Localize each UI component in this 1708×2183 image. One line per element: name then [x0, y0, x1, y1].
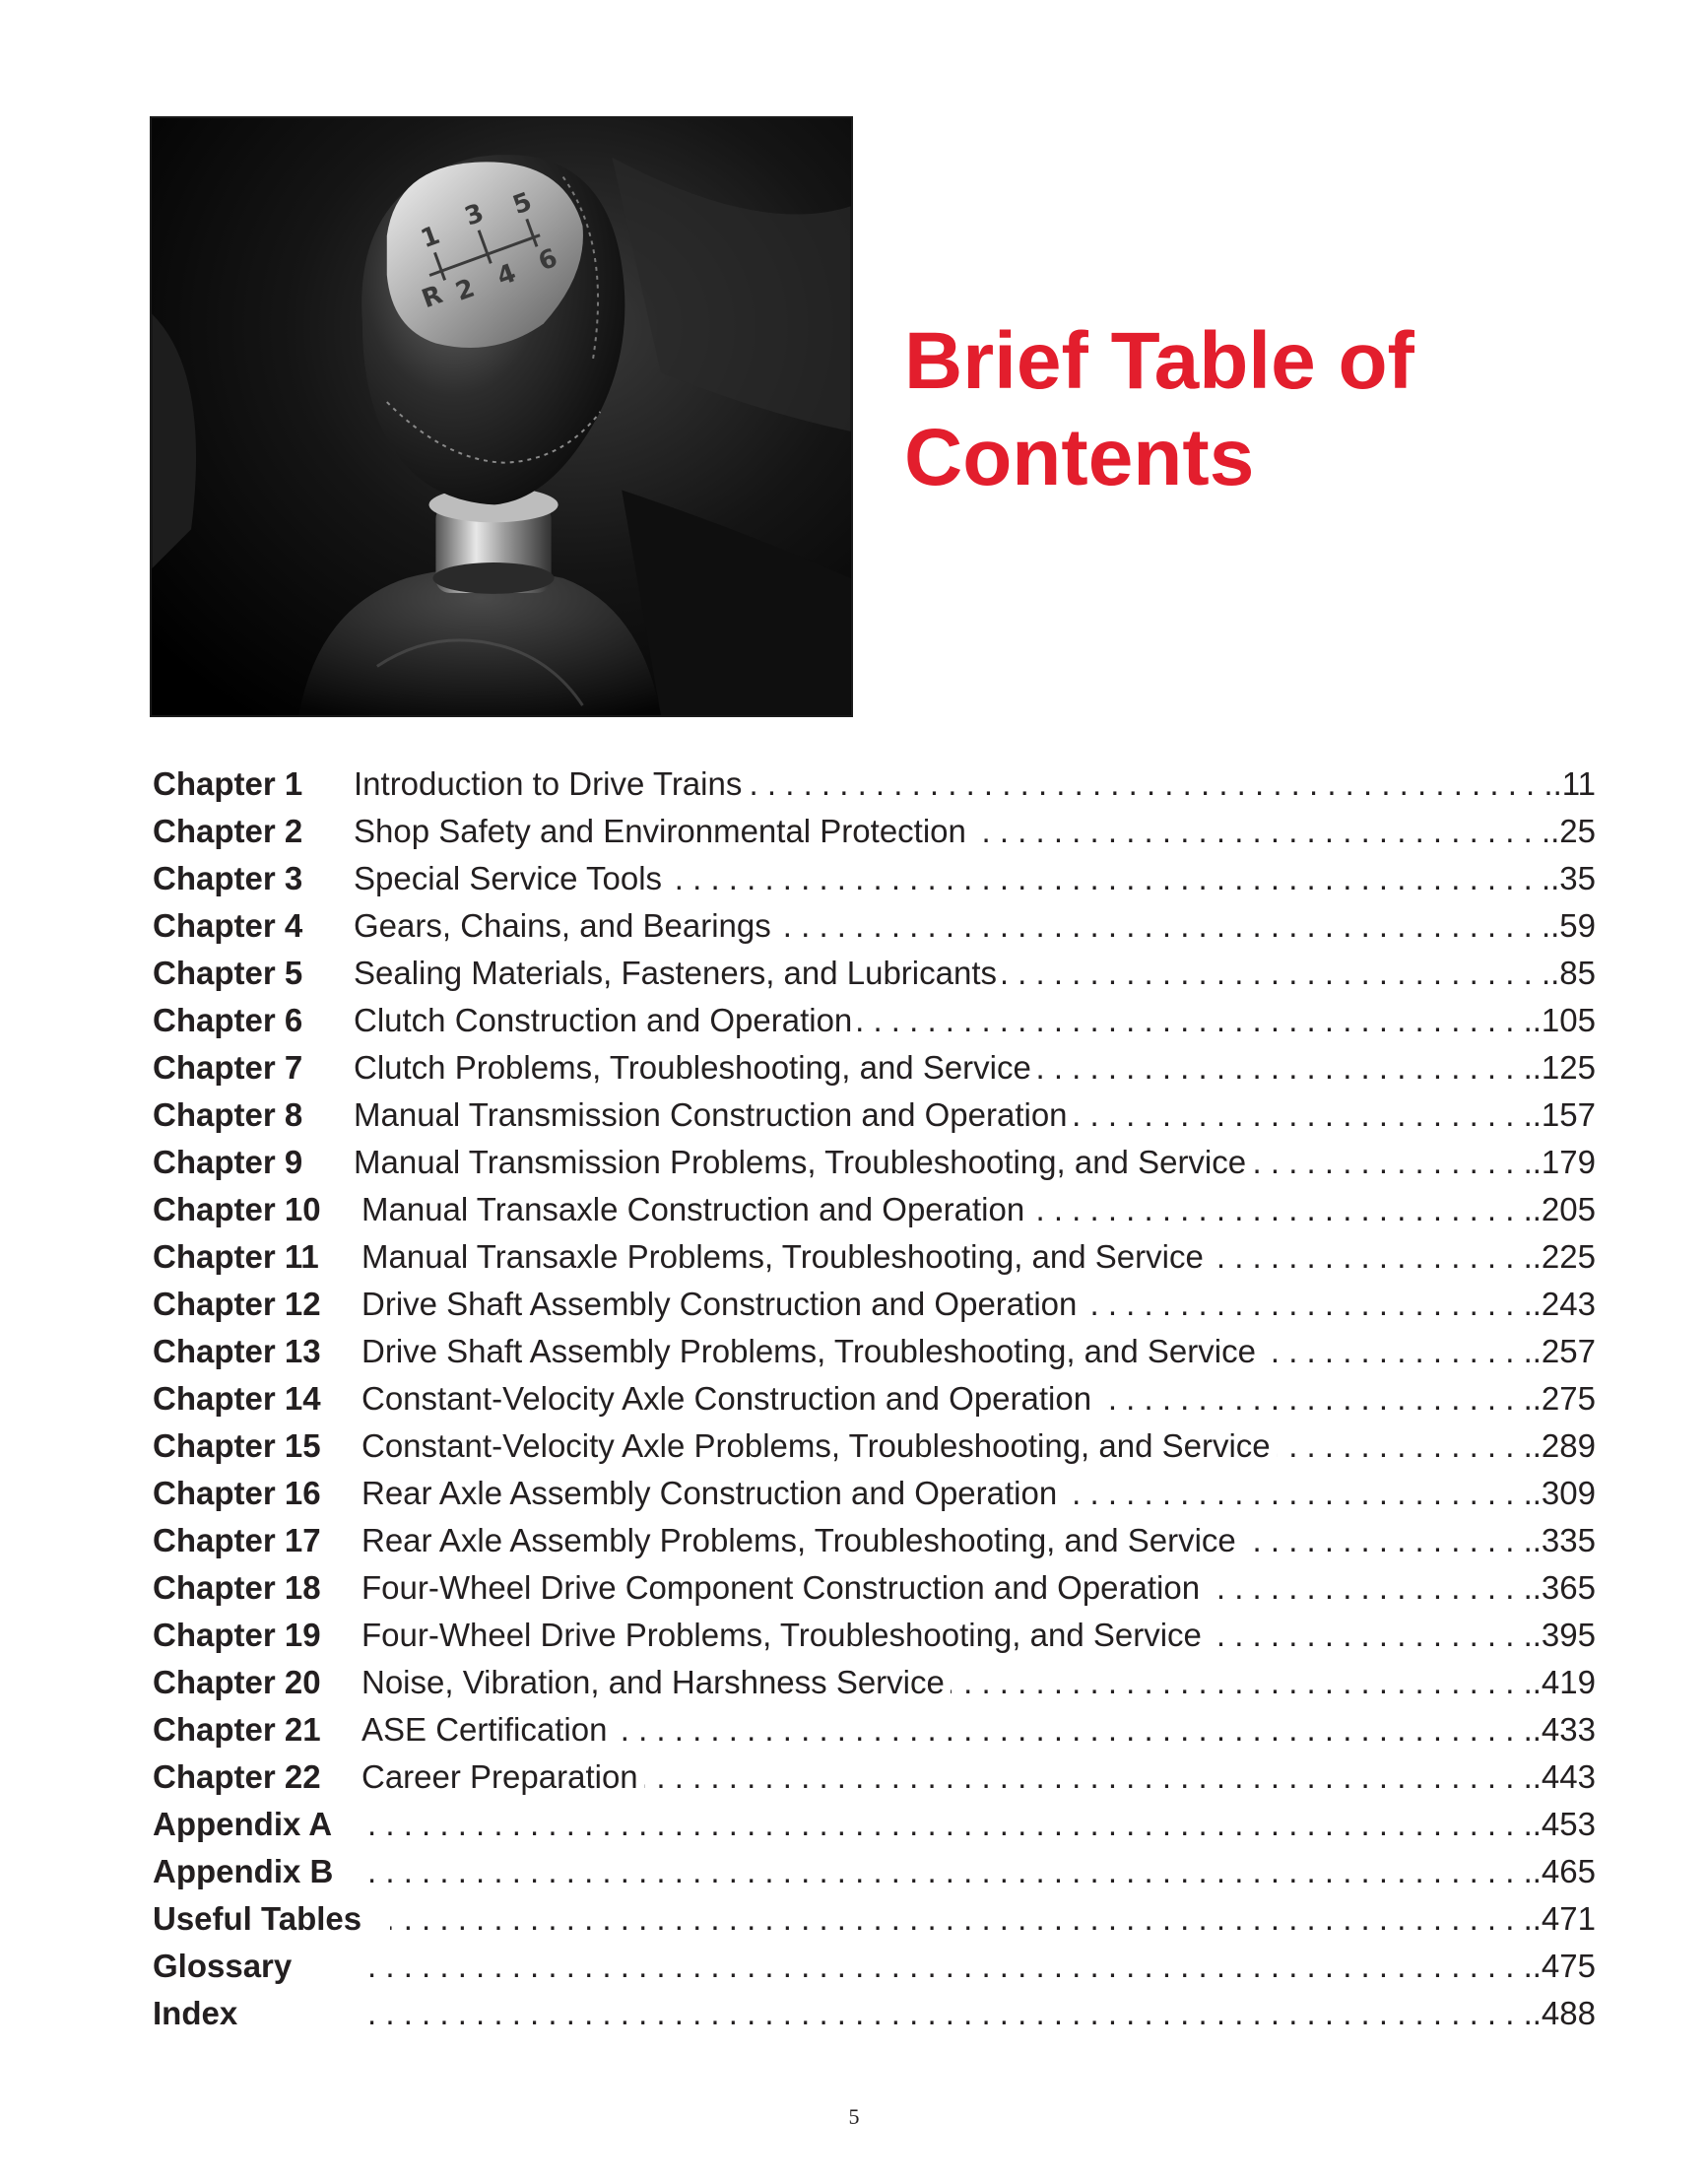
toc-title: Career Preparation: [361, 1758, 638, 1795]
toc-entry[interactable]: [153, 1144, 1596, 1191]
svg-text:R: R: [418, 280, 447, 315]
toc-page: .243: [1532, 1286, 1596, 1322]
toc-page: .225: [1532, 1238, 1596, 1275]
dot-leader: [367, 1853, 1533, 1890]
toc-label: Chapter 19: [153, 1617, 321, 1653]
toc-label: Chapter 21: [153, 1711, 321, 1748]
toc-title: Drive Shaft Assembly Construction and Operation: [361, 1286, 1078, 1322]
toc-entry[interactable]: [153, 1758, 1596, 1806]
dot-leader: [1037, 1049, 1533, 1087]
toc-page: .205: [1532, 1191, 1596, 1227]
dot-leader: [1003, 955, 1550, 992]
dot-leader: [1083, 1286, 1532, 1323]
toc-entry[interactable]: [153, 1711, 1596, 1758]
toc-page: .125: [1532, 1049, 1596, 1086]
toc-label: Appendix A: [153, 1806, 333, 1842]
toc-label: Chapter 14: [153, 1380, 321, 1417]
toc-label: Chapter 17: [153, 1522, 321, 1558]
svg-text:2: 2: [451, 273, 479, 307]
toc-entry[interactable]: [153, 765, 1596, 813]
toc-title: ASE Certification: [361, 1711, 608, 1748]
toc-label: Chapter 7: [153, 1049, 303, 1086]
svg-text:3: 3: [461, 198, 489, 232]
toc-title: Constant-Velocity Axle Construction and Operation: [361, 1380, 1092, 1417]
toc-entry[interactable]: [153, 1995, 1596, 2042]
toc-page: .335: [1532, 1522, 1596, 1558]
dot-leader: [613, 1711, 1532, 1749]
toc-label: Chapter 10: [153, 1191, 321, 1227]
toc-label: Chapter 9: [153, 1144, 303, 1180]
toc-title: Sealing Materials, Fasteners, and Lubricants: [354, 955, 998, 991]
toc-page: .11: [1552, 765, 1596, 802]
toc-entry[interactable]: [153, 955, 1596, 1002]
toc-page: .105: [1532, 1002, 1596, 1038]
toc-title: Shop Safety and Environmental Protection: [354, 813, 966, 849]
dot-leader: [858, 1002, 1532, 1039]
toc-page: .309: [1532, 1475, 1596, 1511]
dot-leader: [1208, 1617, 1533, 1654]
dot-leader: [1097, 1380, 1533, 1418]
toc-title: Manual Transaxle Problems, Troubleshooting, and Service: [361, 1238, 1204, 1275]
title-line-1: Brief Table of: [904, 316, 1414, 406]
page-title: [904, 313, 1653, 506]
dot-leader: [1242, 1522, 1533, 1559]
toc-label: Chapter 18: [153, 1569, 321, 1606]
toc-title: Rear Axle Assembly Problems, Troubleshooting, and Service: [361, 1522, 1236, 1558]
toc-page: .85: [1550, 955, 1596, 991]
toc-page: .35: [1550, 860, 1596, 896]
dot-leader: [1030, 1191, 1533, 1228]
toc-entry[interactable]: [153, 1522, 1596, 1569]
toc-entry[interactable]: [153, 1475, 1596, 1522]
toc-page: .179: [1532, 1144, 1596, 1180]
table-of-contents: [153, 765, 1596, 2042]
toc-label: Chapter 11: [153, 1238, 319, 1275]
toc-title: Gears, Chains, and Bearings: [354, 907, 771, 944]
toc-page: .257: [1532, 1333, 1596, 1369]
toc-entry[interactable]: [153, 1096, 1596, 1144]
toc-label: Chapter 1: [153, 765, 303, 802]
toc-title: Special Service Tools: [354, 860, 663, 896]
dot-leader: [972, 813, 1550, 850]
toc-title: Clutch Construction and Operation: [354, 1002, 853, 1038]
dot-leader: [367, 1806, 1533, 1843]
toc-title: Manual Transmission Construction and Operation: [354, 1096, 1068, 1133]
toc-entry[interactable]: [153, 1380, 1596, 1427]
dot-leader: [951, 1664, 1533, 1701]
toc-label: Chapter 3: [153, 860, 303, 896]
dot-leader: [644, 1758, 1533, 1796]
toc-page: .25: [1550, 813, 1596, 849]
toc-page: .475: [1532, 1948, 1596, 1984]
toc-entry[interactable]: [153, 1427, 1596, 1475]
toc-entry[interactable]: [153, 1333, 1596, 1380]
toc-label: Appendix B: [153, 1853, 334, 1889]
toc-entry[interactable]: [153, 1049, 1596, 1096]
dot-leader: [1277, 1427, 1533, 1465]
toc-label: Chapter 15: [153, 1427, 321, 1464]
toc-label: Index: [153, 1995, 238, 2031]
dot-leader: [1206, 1569, 1533, 1607]
toc-entry[interactable]: [153, 1238, 1596, 1286]
toc-title: Constant-Velocity Axle Problems, Troubleshooting, and Service: [361, 1427, 1271, 1464]
toc-label: Glossary: [153, 1948, 293, 1984]
dot-leader: [777, 907, 1550, 945]
toc-entry[interactable]: [153, 1002, 1596, 1049]
dot-leader: [1074, 1096, 1533, 1134]
toc-page: .488: [1532, 1995, 1596, 2031]
svg-text:1: 1: [417, 220, 444, 255]
toc-title: Manual Transmission Problems, Troubleshooting, and Service: [354, 1144, 1247, 1180]
toc-page: .157: [1532, 1096, 1596, 1133]
dot-leader: [1063, 1475, 1533, 1512]
toc-title: Noise, Vibration, and Harshness Service: [361, 1664, 945, 1700]
toc-title: Drive Shaft Assembly Problems, Troubleshooting, and Service: [361, 1333, 1256, 1369]
gear-shift-knob-icon: [152, 118, 851, 715]
toc-label: Chapter 13: [153, 1333, 321, 1369]
dot-leader: [1210, 1238, 1533, 1276]
toc-entry[interactable]: [153, 860, 1596, 907]
toc-page: .443: [1532, 1758, 1596, 1795]
toc-label: Chapter 8: [153, 1096, 303, 1133]
toc-entry[interactable]: [153, 907, 1596, 955]
toc-page: .453: [1532, 1806, 1596, 1842]
toc-entry[interactable]: [153, 1286, 1596, 1333]
svg-text:4: 4: [493, 258, 520, 293]
title-line-2: Contents: [904, 413, 1255, 502]
toc-entry[interactable]: [153, 1853, 1596, 1900]
toc-title: Clutch Problems, Troubleshooting, and Service: [354, 1049, 1031, 1086]
toc-label: Chapter 12: [153, 1286, 321, 1322]
page-number: 5: [848, 2104, 860, 2129]
toc-entry[interactable]: [153, 1617, 1596, 1664]
toc-title: Four-Wheel Drive Problems, Troubleshooting, and Service: [361, 1617, 1202, 1653]
toc-label: Chapter 22: [153, 1758, 321, 1795]
toc-entry[interactable]: [153, 1664, 1596, 1711]
toc-entry[interactable]: [153, 1806, 1596, 1853]
toc-page: .275: [1532, 1380, 1596, 1417]
toc-title: Four-Wheel Drive Component Construction and Operation: [361, 1569, 1201, 1606]
toc-entry[interactable]: [153, 1948, 1596, 1995]
toc-page: .289: [1532, 1427, 1596, 1464]
dot-leader: [668, 860, 1550, 897]
dot-leader: [1252, 1144, 1533, 1181]
toc-label: Chapter 2: [153, 813, 303, 849]
toc-page: .471: [1532, 1900, 1596, 1937]
toc-entry[interactable]: [153, 1900, 1596, 1948]
dot-leader: [367, 1948, 1533, 1985]
toc-page: .419: [1532, 1664, 1596, 1700]
toc-title: Introduction to Drive Trains: [354, 765, 743, 802]
dot-leader: [748, 765, 1552, 803]
toc-page: .365: [1532, 1569, 1596, 1606]
toc-label: Chapter 20: [153, 1664, 321, 1700]
toc-entry[interactable]: [153, 813, 1596, 860]
toc-title: Rear Axle Assembly Construction and Operation: [361, 1475, 1058, 1511]
svg-text:6: 6: [534, 243, 561, 278]
toc-label: Chapter 16: [153, 1475, 321, 1511]
dot-leader: [367, 1995, 1533, 2032]
toc-label: Useful Tables: [153, 1900, 362, 1937]
toc-page: .59: [1550, 907, 1596, 944]
toc-label: Chapter 5: [153, 955, 303, 991]
toc-label: Chapter 6: [153, 1002, 303, 1038]
dot-leader: [1262, 1333, 1533, 1370]
toc-page: .433: [1532, 1711, 1596, 1748]
toc-title: Manual Transaxle Construction and Operation: [361, 1191, 1025, 1227]
toc-page: .465: [1532, 1853, 1596, 1889]
toc-entry[interactable]: [153, 1569, 1596, 1617]
gear-shift-knob-photo: [150, 116, 853, 717]
dot-leader: [390, 1900, 1533, 1938]
toc-page: .395: [1532, 1617, 1596, 1653]
toc-label: Chapter 4: [153, 907, 303, 944]
svg-text:5: 5: [508, 186, 536, 222]
toc-entry[interactable]: [153, 1191, 1596, 1238]
